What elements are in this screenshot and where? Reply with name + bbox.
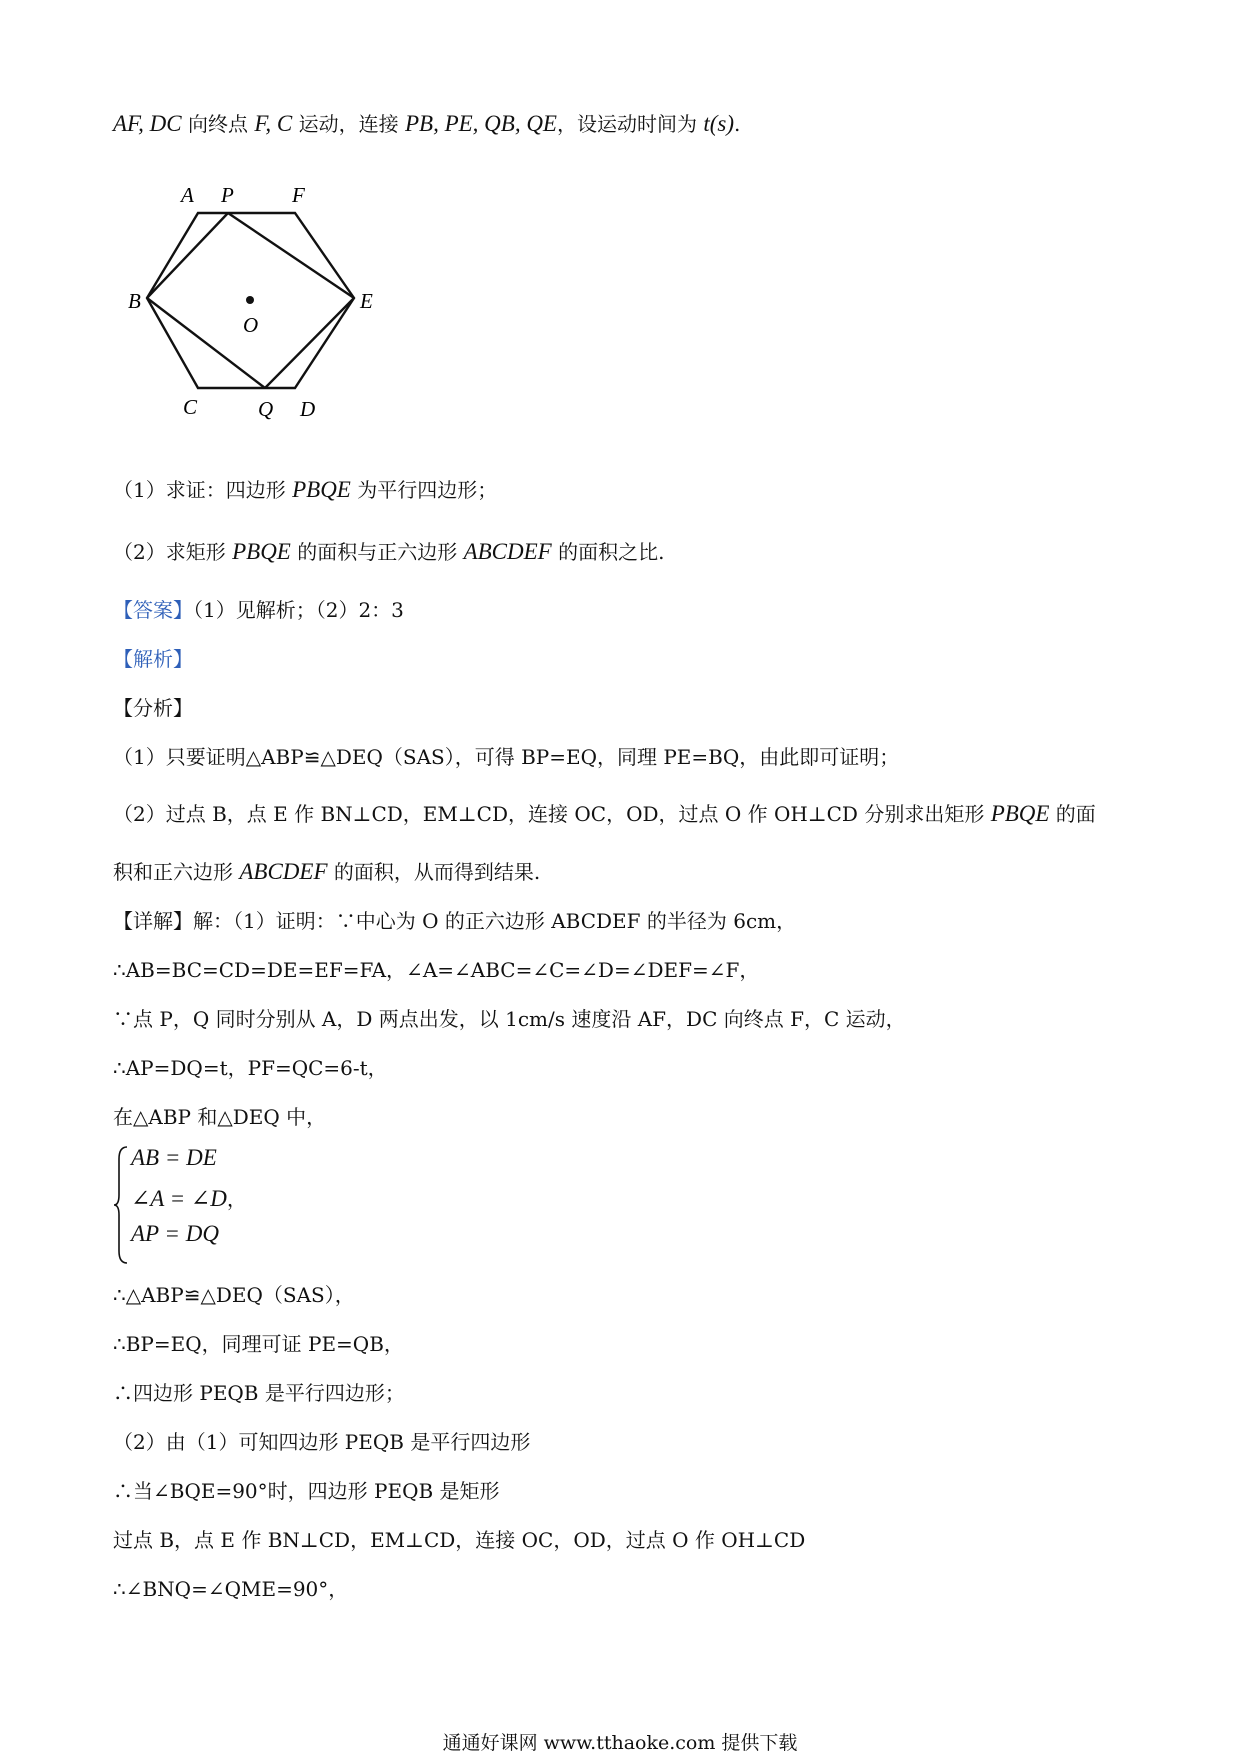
system-row-2-tail: ， — [226, 1187, 247, 1211]
label-d: D — [300, 397, 316, 421]
analysis-2-text: （2）过点 B，点 E 作 BN⊥CD，EM⊥CD，连接 OC，OD，过点 O 作 OH⊥CD 分别求出矩形 — [113, 802, 991, 826]
label-q: Q — [258, 397, 274, 421]
detail-line-4: ∴AP=DQ=t，PF=QC=6-t， — [113, 1056, 388, 1080]
detail-tag: 【详解】 — [113, 909, 193, 933]
system-row-2-math: ∠A = ∠D — [131, 1186, 227, 1211]
segment-pb — [147, 213, 228, 298]
analysis-2b-prefix: 积和正六边形 — [113, 860, 240, 884]
question-2-suffix: 的面积之比. — [551, 540, 665, 564]
analysis-1: （1）只要证明△ABP≌△DEQ（SAS），可得 BP=EQ，同理 PE=BQ，由此即可证明； — [113, 745, 900, 769]
detail-line-10: ∴当∠BQE=90°时，四边形 PEQB 是矩形 — [113, 1479, 500, 1503]
intro-line — [113, 108, 740, 137]
answer-tag: 【答案】 — [113, 598, 193, 622]
question-2-math-2: ABCDEF — [463, 539, 552, 564]
question-1-math: PBQE — [292, 477, 351, 502]
label-f: F — [292, 183, 305, 207]
intro-math-segments: PB, PE, QB, QE — [404, 111, 557, 136]
label-o: O — [243, 313, 259, 337]
intro-text-2: 运动，连接 — [292, 112, 405, 136]
answer-text: （1）见解析；（2）2：3 — [193, 598, 404, 622]
question-1-prefix: （1）求证：四边形 — [113, 478, 293, 502]
analysis-2b — [113, 856, 540, 885]
detail-line-5: 在△ABP 和△DEQ 中， — [113, 1105, 327, 1129]
question-1-suffix: 为平行四边形； — [350, 478, 498, 502]
left-brace — [113, 1145, 129, 1265]
intro-text-1: 向终点 — [181, 112, 255, 136]
detail-line-6: ∴△ABP≌△DEQ（SAS）， — [113, 1283, 355, 1307]
question-2-prefix: （2）求矩形 — [113, 540, 233, 564]
analysis-2b-math: ABCDEF — [239, 859, 328, 884]
detail-line-1-text: 解：（1）证明：∵中心为 O 的正六边形 ABCDEF 的半径为 6cm， — [193, 909, 797, 933]
question-2-mid: 的面积与正六边形 — [290, 540, 464, 564]
label-p: P — [221, 183, 234, 207]
detail-line-3: ∵点 P，Q 同时分别从 A，D 两点出发，以 1cm/s 速度沿 AF，DC 向终点 F，C 运动， — [113, 1007, 906, 1031]
question-1 — [113, 474, 497, 503]
analysis-2 — [113, 798, 1096, 827]
hexagon-figure — [110, 170, 390, 440]
equation-system — [113, 1145, 373, 1265]
intro-math-time: t(s) — [703, 111, 735, 136]
detail-line-11: 过点 B，点 E 作 BN⊥CD，EM⊥CD，连接 OC，OD，过点 O 作 OH⊥CD — [113, 1528, 806, 1552]
label-a: A — [181, 183, 194, 207]
detail-line-8: ∴四边形 PEQB 是平行四边形； — [113, 1381, 405, 1405]
intro-text-3: ，设运动时间为 — [556, 112, 704, 136]
detail-line-9: （2）由（1）可知四边形 PEQB 是平行四边形 — [113, 1430, 531, 1454]
detail-line-1 — [113, 905, 796, 934]
label-e: E — [360, 289, 373, 313]
system-row-1: AB = DE — [131, 1145, 217, 1170]
fenxi-tag: 【分析】 — [113, 696, 193, 720]
system-row-2 — [131, 1183, 247, 1212]
analysis-2b-suffix: 的面积，从而得到结果. — [327, 860, 541, 884]
intro-math-af-dc: AF, DC — [113, 111, 182, 136]
segment-qe — [265, 298, 354, 388]
analysis-2-suffix: 的面 — [1049, 802, 1096, 826]
answer-line — [113, 594, 404, 623]
detail-line-2: ∴AB=BC=CD=DE=EF=FA，∠A=∠ABC=∠C=∠D=∠DEF=∠F， — [113, 958, 760, 982]
center-point-o — [246, 296, 254, 304]
label-b: B — [128, 289, 141, 313]
label-c: C — [183, 395, 198, 419]
detail-line-7: ∴BP=EQ，同理可证 PE=QB， — [113, 1332, 404, 1356]
intro-text-4: . — [734, 112, 741, 136]
question-2-math-1: PBQE — [232, 539, 291, 564]
question-2 — [113, 536, 664, 565]
page-footer: 通通好课网 www.tthaoke.com 提供下载 — [442, 1732, 798, 1754]
system-row-3: AP = DQ — [131, 1221, 219, 1246]
detail-line-12: ∴∠BNQ=∠QME=90°， — [113, 1577, 349, 1601]
segment-bq — [147, 298, 265, 388]
jiexi-tag: 【解析】 — [113, 647, 193, 671]
intro-math-f-c: F, C — [254, 111, 293, 136]
analysis-2-math: PBQE — [990, 801, 1050, 826]
segment-pe — [228, 213, 354, 298]
